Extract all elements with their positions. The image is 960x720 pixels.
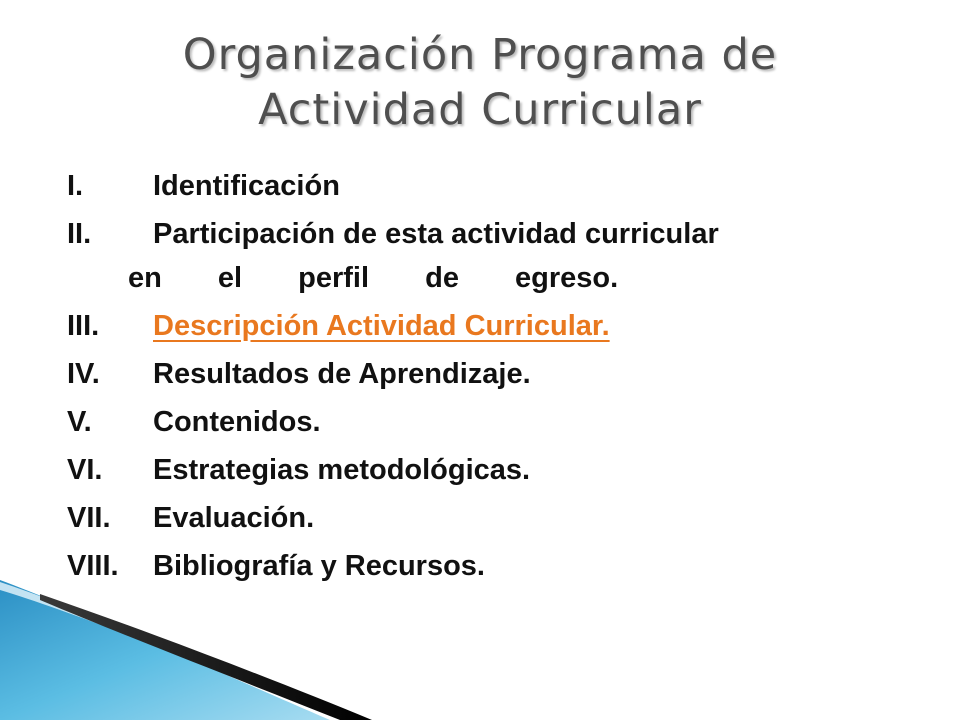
item-text: Contenidos. bbox=[153, 406, 321, 438]
outline-item-3 bbox=[67, 304, 927, 352]
item-numeral: VI. bbox=[67, 454, 103, 486]
item-text: Bibliografía y Recursos. bbox=[153, 550, 485, 582]
item-numeral: I. bbox=[67, 170, 84, 202]
outline-item-4 bbox=[67, 352, 927, 400]
item-numeral: II. bbox=[67, 218, 92, 250]
item-text: Evaluación. bbox=[153, 502, 315, 534]
item-numeral: VII. bbox=[67, 502, 111, 534]
item-text: Resultados de Aprendizaje. bbox=[153, 358, 531, 390]
outline-item-7 bbox=[67, 496, 927, 544]
item-numeral: III. bbox=[67, 310, 100, 342]
item-text: Estrategias metodológicas. bbox=[153, 454, 531, 486]
item-text-line-1: Participación de esta actividad curricular bbox=[153, 218, 719, 250]
outline-item-6 bbox=[67, 448, 927, 496]
descripcion-link[interactable]: Descripción Actividad Curricular. bbox=[153, 310, 610, 342]
item-text bbox=[153, 212, 719, 256]
item-numeral: VIII. bbox=[67, 550, 119, 582]
item-numeral: IV. bbox=[67, 358, 100, 390]
outline-item-2 bbox=[67, 212, 927, 304]
decorative-swoosh bbox=[0, 580, 420, 720]
item-text: Identificación bbox=[153, 170, 340, 202]
item-numeral: V. bbox=[67, 406, 92, 438]
title-line-1: Organización Programa de bbox=[182, 30, 778, 80]
item-text-line-2: en el perfil de egreso. bbox=[128, 262, 619, 294]
outline-item-1 bbox=[67, 164, 927, 212]
course-outline-list bbox=[67, 164, 927, 592]
outline-item-5 bbox=[67, 400, 927, 448]
title-line-2: Actividad Curricular bbox=[258, 85, 702, 135]
slide-title bbox=[100, 28, 860, 138]
